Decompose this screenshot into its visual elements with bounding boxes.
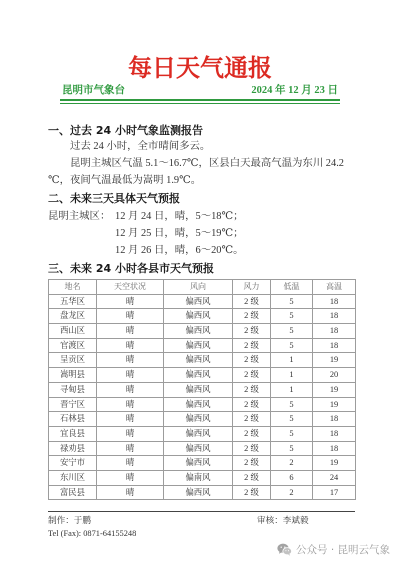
cell-low: 1 (271, 368, 313, 383)
cell-sky: 晴 (97, 412, 164, 427)
cell-low: 1 (271, 383, 313, 398)
cell-high: 18 (313, 309, 356, 324)
cell-sky: 晴 (97, 339, 164, 354)
cell-place: 盘龙区 (49, 309, 97, 324)
cell-low: 2 (271, 486, 313, 501)
header-rule (60, 99, 340, 101)
cell-sky: 晴 (97, 353, 164, 368)
cell-high: 19 (313, 398, 356, 413)
cell-low: 1 (271, 353, 313, 368)
watermark (277, 542, 390, 556)
cell-low: 5 (271, 398, 313, 413)
header-cell-wind-force: 风力 (233, 280, 271, 295)
cell-sky: 晴 (97, 383, 164, 398)
header-cell-low: 低温 (271, 280, 313, 295)
cell-sky: 晴 (97, 456, 164, 471)
table-row (49, 324, 356, 339)
table-row (49, 427, 356, 442)
issue-date: 2024 年 12 月 23 日 (251, 85, 338, 96)
cell-low: 5 (271, 309, 313, 324)
cell-wind-force: 2 级 (233, 486, 271, 501)
cell-place: 嵩明县 (49, 368, 97, 383)
cell-wind-dir: 偏西风 (164, 353, 233, 368)
reviewer-credit: 审核：李斌毅 (257, 515, 309, 525)
cell-place: 五华区 (49, 295, 97, 310)
cell-sky: 晴 (97, 398, 164, 413)
cell-wind-dir: 偏西风 (164, 412, 233, 427)
cell-wind-dir: 偏西风 (164, 456, 233, 471)
watermark-text: 公众号 · 昆明云气象 (295, 543, 390, 556)
table-row (49, 471, 356, 486)
header-rule-thin (60, 103, 340, 104)
cell-wind-force: 2 级 (233, 368, 271, 383)
cell-low: 5 (271, 412, 313, 427)
table-row (49, 339, 356, 354)
cell-wind-dir: 偏西风 (164, 309, 233, 324)
forecast-day-line: 12 月 26 日，晴，6～20℃。 (115, 245, 244, 256)
table-row (49, 456, 356, 471)
cell-wind-dir: 偏南风 (164, 471, 233, 486)
table-row (49, 368, 356, 383)
cell-sky: 晴 (97, 368, 164, 383)
cell-wind-force: 2 级 (233, 353, 271, 368)
cell-high: 19 (313, 456, 356, 471)
cell-wind-force: 2 级 (233, 427, 271, 442)
cell-wind-force: 2 级 (233, 339, 271, 354)
cell-low: 2 (271, 456, 313, 471)
table-row (49, 383, 356, 398)
monitoring-text-line: 昆明主城区气温 5.1～16.7℃，区县白天最高气温为东川 24.2 (70, 158, 344, 169)
cell-wind-force: 2 级 (233, 398, 271, 413)
cell-high: 18 (313, 412, 356, 427)
cell-wind-dir: 偏西风 (164, 295, 233, 310)
cell-low: 5 (271, 442, 313, 457)
cell-high: 24 (313, 471, 356, 486)
cell-wind-force: 2 级 (233, 471, 271, 486)
bulletin-title: 每日天气通报 (128, 56, 272, 82)
header-cell-sky: 天空状况 (97, 280, 164, 295)
table-row (49, 412, 356, 427)
cell-wind-force: 2 级 (233, 456, 271, 471)
cell-place: 东川区 (49, 471, 97, 486)
cell-sky: 晴 (97, 295, 164, 310)
cell-sky: 晴 (97, 324, 164, 339)
cell-low: 5 (271, 427, 313, 442)
cell-high: 19 (313, 353, 356, 368)
cell-high: 18 (313, 295, 356, 310)
section-heading-monitoring: 一、过去 24 小时气象监测报告 (48, 124, 203, 137)
cell-sky: 晴 (97, 486, 164, 501)
cell-wind-dir: 偏西风 (164, 442, 233, 457)
section-heading-three-day: 二、未来三天具体天气预报 (48, 192, 180, 205)
cell-high: 18 (313, 324, 356, 339)
cell-place: 寻甸县 (49, 383, 97, 398)
issuer-name: 昆明市气象台 (62, 85, 125, 96)
cell-high: 18 (313, 442, 356, 457)
cell-place: 安宁市 (49, 456, 97, 471)
section-heading-county: 三、未来 24 小时各县市天气预报 (48, 262, 214, 275)
cell-place: 晋宁区 (49, 398, 97, 413)
table-row (49, 353, 356, 368)
wechat-icon-graphic (277, 543, 292, 556)
cell-wind-force: 2 级 (233, 412, 271, 427)
header-cell-place: 地名 (49, 280, 97, 295)
table-row (49, 398, 356, 413)
table-body (49, 295, 356, 501)
header-cell-high: 高温 (313, 280, 356, 295)
cell-sky: 晴 (97, 442, 164, 457)
cell-wind-dir: 偏西风 (164, 383, 233, 398)
cell-place: 富民县 (49, 486, 97, 501)
forecast-day-line: 12 月 24 日，晴，5～18℃； (115, 211, 244, 222)
cell-place: 石林县 (49, 412, 97, 427)
cell-high: 20 (313, 368, 356, 383)
cell-wind-force: 2 级 (233, 309, 271, 324)
monitoring-text-line: ℃，夜间气温最低为嵩明 1.9℃。 (48, 175, 202, 186)
cell-high: 17 (313, 486, 356, 501)
cell-high: 18 (313, 339, 356, 354)
footer-rule (48, 511, 355, 512)
cell-wind-force: 2 级 (233, 442, 271, 457)
cell-wind-force: 2 级 (233, 295, 271, 310)
monitoring-text-line: 过去 24 小时，全市晴间多云。 (70, 141, 211, 152)
cell-place: 西山区 (49, 324, 97, 339)
cell-sky: 晴 (97, 427, 164, 442)
table-row (49, 486, 356, 501)
cell-wind-dir: 偏西风 (164, 339, 233, 354)
cell-low: 5 (271, 295, 313, 310)
wechat-icon (277, 543, 292, 556)
cell-place: 官渡区 (49, 339, 97, 354)
producer-credit: 制作：于鹏 (48, 515, 91, 525)
cell-sky: 晴 (97, 309, 164, 324)
tel-fax: Tel (Fax): 0871-64155248 (48, 529, 137, 538)
table-header-row (49, 280, 356, 295)
cell-place: 呈贡区 (49, 353, 97, 368)
cell-wind-dir: 偏西风 (164, 368, 233, 383)
table-row (49, 442, 356, 457)
cell-sky: 晴 (97, 471, 164, 486)
county-forecast-table (48, 279, 356, 500)
forecast-area-label: 昆明主城区： (48, 211, 111, 222)
cell-wind-dir: 偏西风 (164, 486, 233, 501)
cell-wind-dir: 偏西风 (164, 427, 233, 442)
cell-wind-dir: 偏西风 (164, 324, 233, 339)
cell-low: 5 (271, 324, 313, 339)
header-cell-wind-dir: 风向 (164, 280, 233, 295)
forecast-day-line: 12 月 25 日，晴，5～19℃； (115, 228, 244, 239)
table-row (49, 295, 356, 310)
table-row (49, 309, 356, 324)
cell-high: 19 (313, 383, 356, 398)
cell-place: 禄劝县 (49, 442, 97, 457)
cell-place: 宜良县 (49, 427, 97, 442)
cell-high: 18 (313, 427, 356, 442)
cell-wind-force: 2 级 (233, 324, 271, 339)
cell-wind-force: 2 级 (233, 383, 271, 398)
cell-low: 6 (271, 471, 313, 486)
cell-low: 5 (271, 339, 313, 354)
cell-wind-dir: 偏西风 (164, 398, 233, 413)
